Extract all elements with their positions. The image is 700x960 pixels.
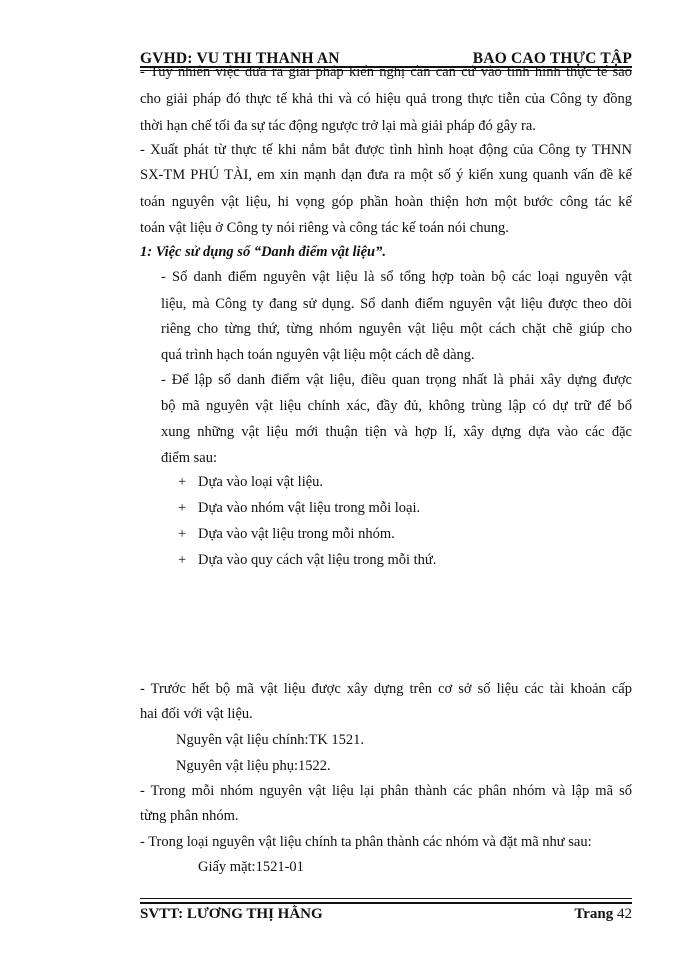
- page-number: 42: [617, 906, 632, 922]
- paragraph-1-line-1: - Tuy nhiên việc đưa ra giải pháp kiến nghị cần căn cứ vào tình hình thực tế sao: [140, 64, 632, 80]
- paragraph-3-line-1: - Sổ danh điểm nguyên vật liệu là sổ tổng hợp toàn bộ các loại nguyên vật: [161, 269, 632, 285]
- paragraph-2-line-1: - Xuất phát từ thực tế khi nắm bắt được tình hình hoạt động của Công ty THNN: [140, 142, 632, 158]
- paragraph-6-line-1: - Trong mỗi nhóm nguyên vật liệu lại phân thành các phân nhóm và lập mã số: [140, 783, 632, 799]
- bullet-marker: +: [178, 552, 187, 568]
- header-supervisor: GVHD: VU THI THANH AN: [140, 50, 340, 67]
- paragraph-6-line-2: từng phân nhóm.: [140, 808, 239, 824]
- sub-group-code: Giấy mặt:1521-01: [198, 859, 304, 875]
- paragraph-2-line-2: SX-TM PHÚ TÀI, em xin mạnh dạn đưa ra một số ý kiến xung quanh vấn đề kế: [140, 167, 632, 183]
- page-footer: [140, 906, 632, 923]
- paragraph-5-line-1: - Trước hết bộ mã vật liệu được xây dựng trên cơ sở số liệu các tài khoản cấp: [140, 681, 632, 697]
- paragraph-7: - Trong loại nguyên vật liệu chính ta phân thành các nhóm và đặt mã như sau:: [140, 834, 592, 850]
- paragraph-2-line-3: toán nguyên vật liệu, hi vọng góp phần hoàn thiện hơn một bước công tác kế: [140, 194, 632, 210]
- paragraph-1-line-2: cho giải pháp đó thực tế khả thi và có hiệu quả trong thực tiễn của Công ty đồng: [140, 91, 632, 107]
- bullet-item: Dựa vào loại vật liệu.: [198, 474, 324, 490]
- footer-rule-thick: [140, 902, 632, 904]
- paragraph-3-line-3: riêng cho từng thứ, từng nhóm nguyên vật liệu một cách chặt chẽ giúp cho: [161, 321, 632, 337]
- account-code-main-materials: Nguyên vật liệu chính:TK 1521.: [176, 732, 365, 748]
- bullet-marker: +: [178, 500, 187, 516]
- page-label: Trang: [574, 906, 614, 922]
- paragraph-3-line-4: quá trình hạch toán nguyên vật liệu một cách dễ dàng.: [161, 347, 475, 363]
- bullet-item: Dựa vào vật liệu trong mỗi nhóm.: [198, 526, 395, 542]
- paragraph-4-line-2: bộ mã nguyên vật liệu chính xác, đầy đủ, không trùng lập có dự trữ để bổ: [161, 398, 632, 414]
- paragraph-4-line-1: - Để lập sổ danh điểm vật liệu, điều quan trọng nhất là phải xây dựng được: [161, 372, 632, 388]
- paragraph-3-line-2: liệu, mà Công ty đang sử dụng. Sổ danh điểm nguyên vật liệu được theo dõi: [161, 296, 632, 312]
- section-heading: 1: Việc sử dụng sổ “Danh điểm vật liệu”.: [140, 244, 386, 260]
- bullet-marker: +: [178, 474, 187, 490]
- bullet-marker: +: [178, 526, 187, 542]
- footer-rule-thin: [140, 898, 632, 899]
- footer-student: SVTT: LƯƠNG THỊ HẰNG: [140, 906, 323, 922]
- paragraph-4-line-3: xung những vật liệu mới thuận tiện và hợp lí, xây dựng dựa vào các đặc: [161, 424, 632, 440]
- paragraph-2-line-4: toán vật liệu ở Công ty nói riêng và công tác kế toán nói chung.: [140, 220, 509, 236]
- bullet-item: Dựa vào nhóm vật liệu trong mỗi loại.: [198, 500, 421, 516]
- paragraph-1-line-3: thời hạn chế tối đa sự tác động ngược trở lại mà giải pháp đó gây ra.: [140, 118, 536, 134]
- header-report-title: BAO CAO THỰC TẬP: [472, 50, 632, 67]
- bullet-item: Dựa vào quy cách vật liệu trong mỗi thứ.: [198, 552, 437, 568]
- page-number-label: [574, 906, 632, 923]
- paragraph-5-line-2: hai đối với vật liệu.: [140, 706, 253, 722]
- account-code-auxiliary-materials: Nguyên vật liệu phụ:1522.: [176, 758, 331, 774]
- paragraph-4-line-4: điểm sau:: [161, 450, 217, 466]
